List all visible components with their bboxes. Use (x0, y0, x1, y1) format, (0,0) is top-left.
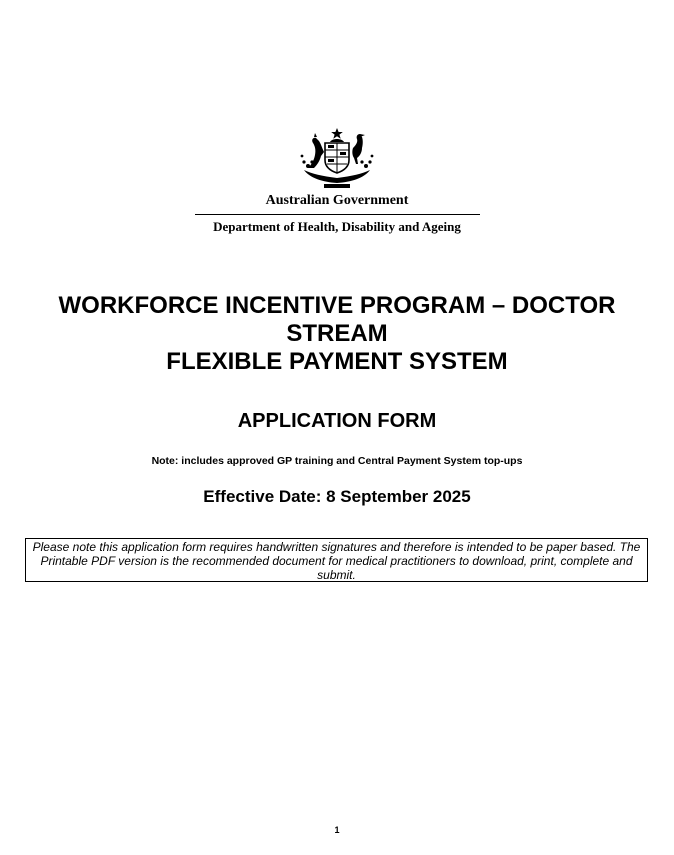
coat-of-arms (0, 126, 674, 195)
form-subtitle: APPLICATION FORM (237, 410, 437, 432)
title-line-3: FLEXIBLE PAYMENT SYSTEM (166, 348, 508, 375)
coat-of-arms-icon (294, 126, 380, 190)
form-note: Note: includes approved GP training and Central Payment System top-ups (151, 455, 523, 467)
title-line-1: WORKFORCE INCENTIVE PROGRAM – DOCTOR (58, 292, 616, 319)
page-title (30, 292, 644, 376)
paper-based-notice: Please note this application form requires handwritten signatures and therefore is intended to be paper based. The Printable PDF version is the recommended document for medical practitioners to download, print, complete and submit. (25, 538, 648, 582)
page-number: 1 (334, 825, 340, 835)
department-name: Department of Health, Disability and Ageing (213, 219, 461, 234)
government-name: Australian Government (265, 193, 409, 208)
header-divider (195, 214, 480, 215)
effective-date: Effective Date: 8 September 2025 (203, 487, 471, 506)
title-line-2: STREAM (286, 320, 388, 347)
